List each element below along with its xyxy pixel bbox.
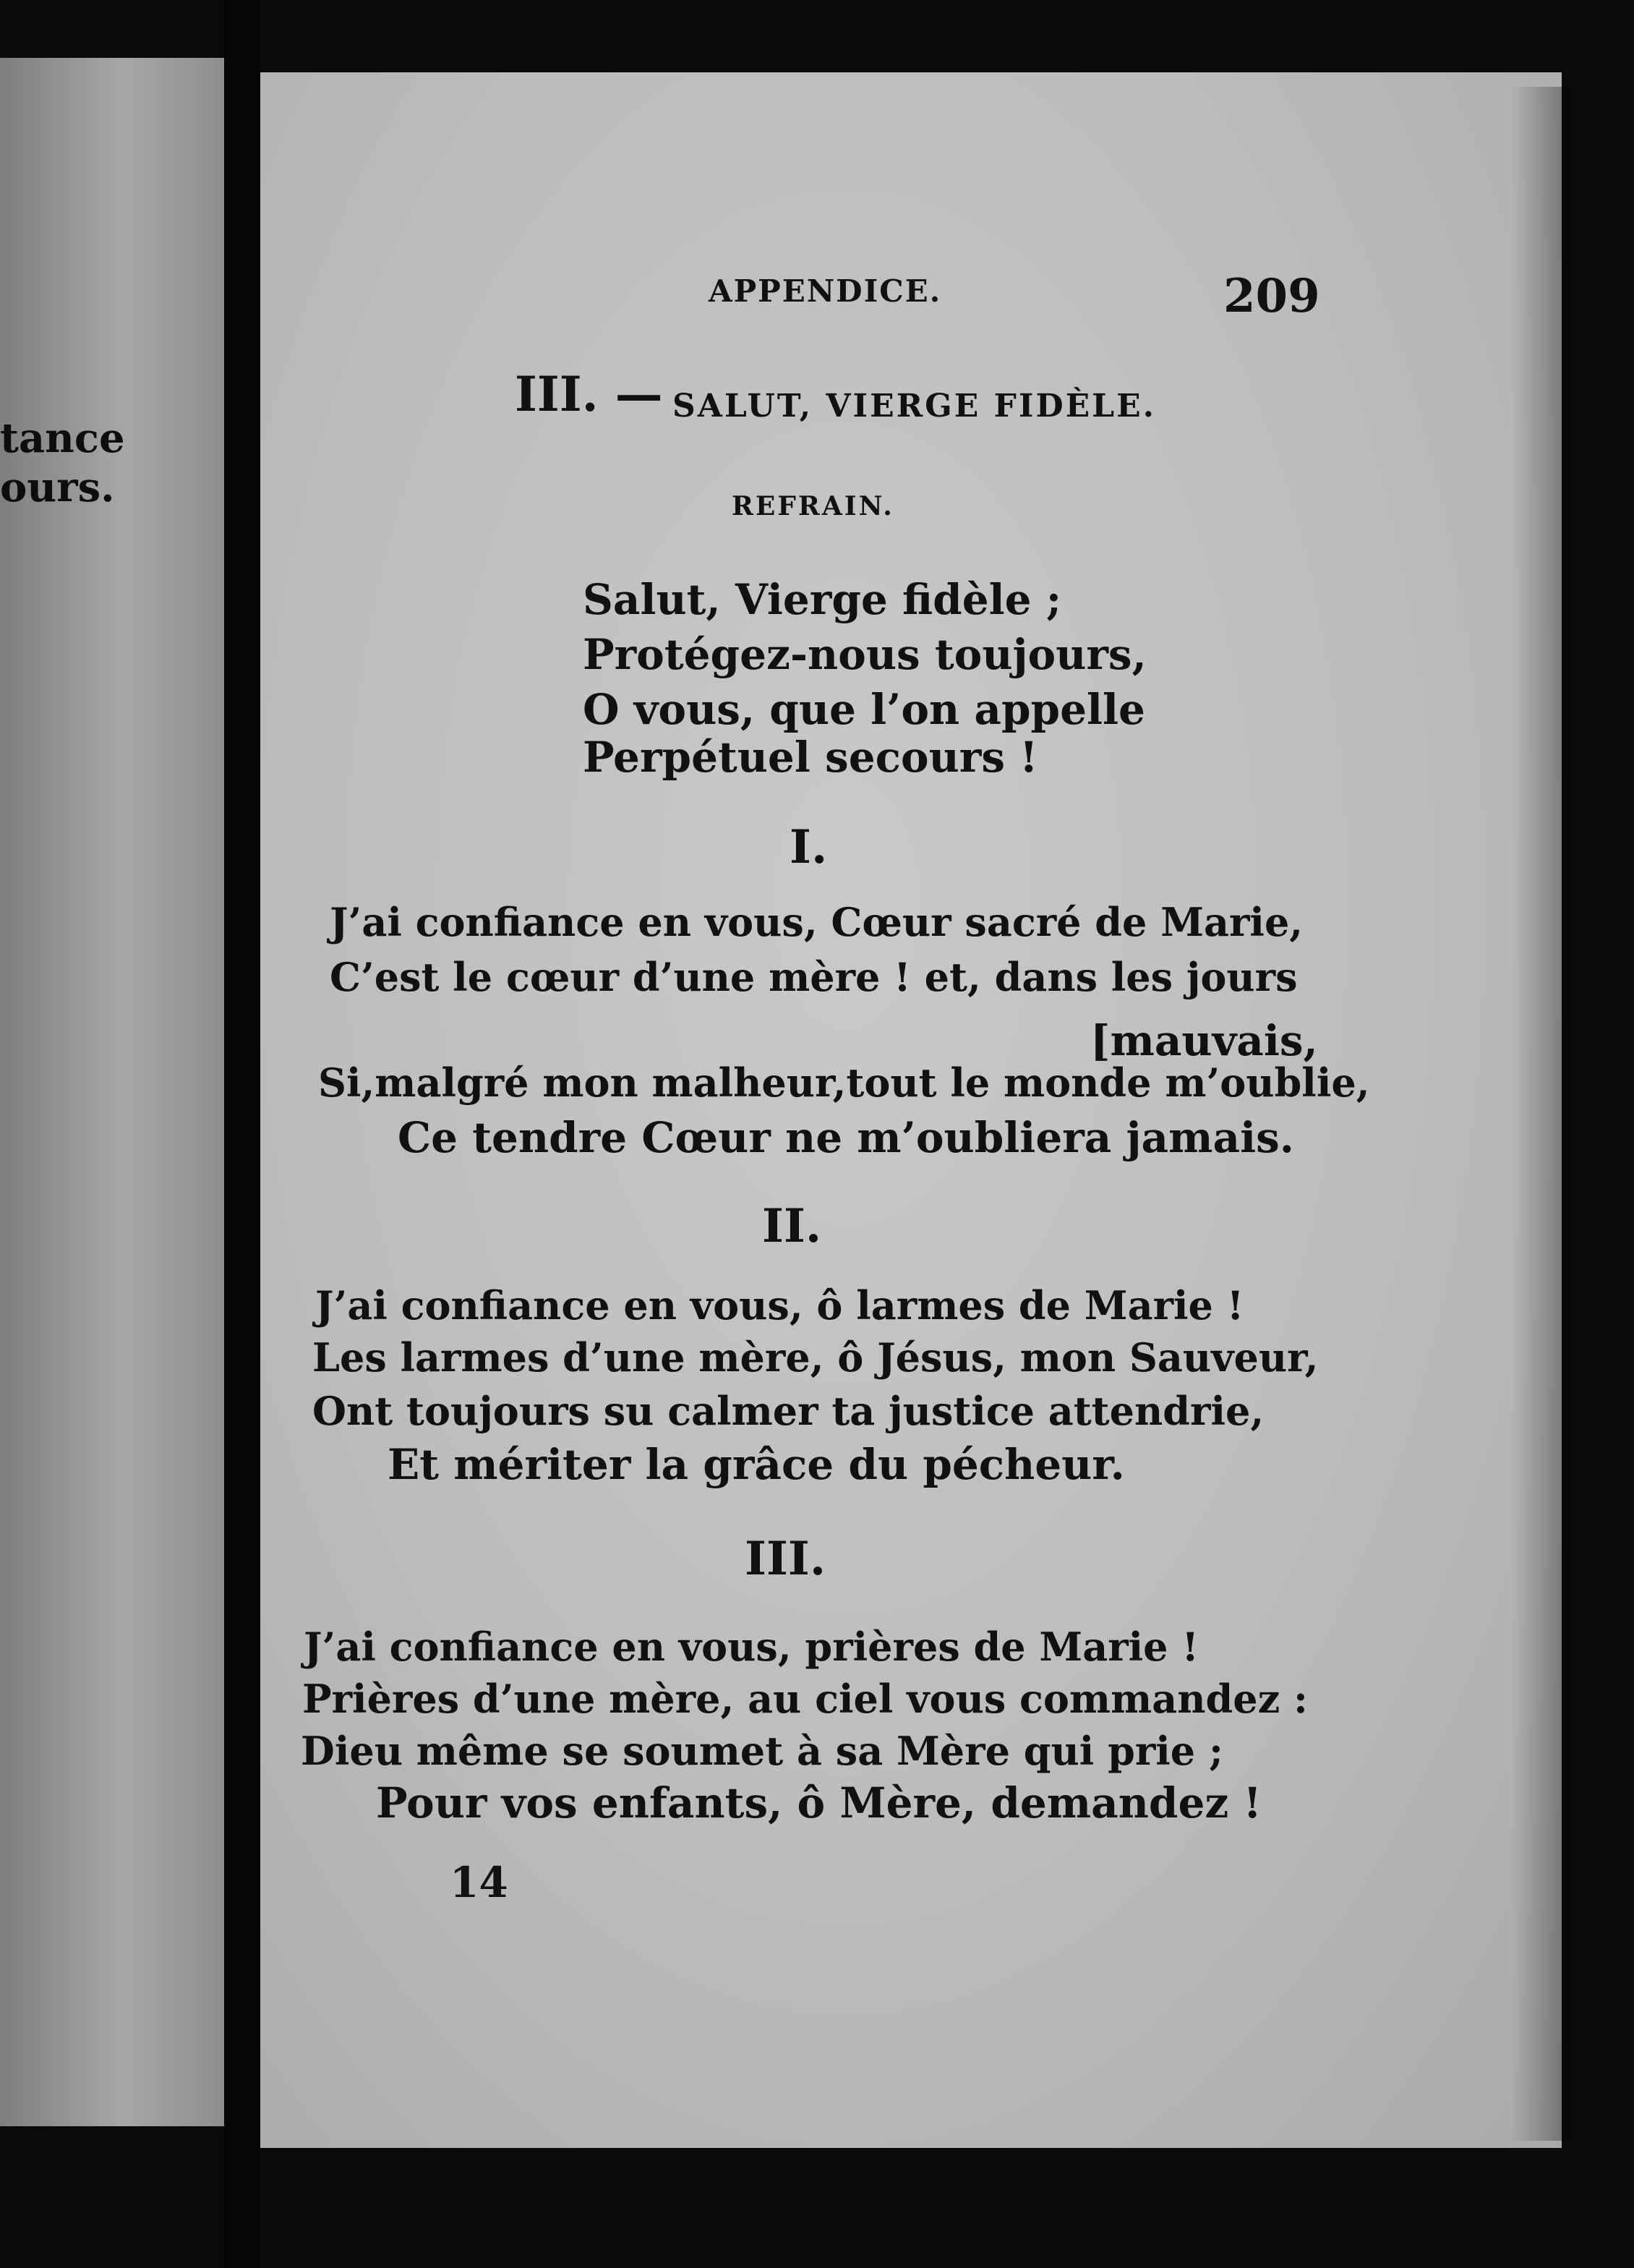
left-page-fragment: tance	[0, 414, 125, 462]
refrain-label: REFRAIN.	[732, 491, 894, 521]
hymn-title: SALUT, VIERGE FIDÈLE.	[672, 388, 1156, 425]
left-page-fragment: ours.	[0, 464, 115, 511]
stanza-line: Et mériter la grâce du pécheur.	[388, 1440, 1125, 1489]
stanza-line: Ce tendre Cœur ne m’oubliera jamais.	[398, 1113, 1294, 1162]
stanza-numeral: I.	[790, 820, 828, 874]
stanza-numeral: III.	[745, 1532, 826, 1586]
stanza-line: [mauvais,	[1090, 1016, 1318, 1065]
stanza-line: Les larmes d’une mère, ô Jésus, mon Sauveur,	[312, 1334, 1319, 1381]
hymn-number: III. —	[515, 366, 663, 422]
running-head: APPENDICE.	[709, 273, 942, 309]
refrain-line: Perpétuel secours !	[583, 733, 1038, 782]
page-edge-shadow	[1511, 87, 1569, 2141]
signature-mark: 14	[450, 1858, 508, 1907]
stanza-line: Ont toujours su calmer ta justice attendrie,	[312, 1388, 1265, 1434]
stanza-line: Pour vos enfants, ô Mère, demandez !	[376, 1778, 1262, 1828]
refrain-line: Salut, Vierge fidèle ;	[583, 575, 1062, 624]
stanza-line: C’est le cœur d’une mère ! et, dans les jours	[330, 954, 1298, 1000]
left-page-edge	[0, 58, 224, 2126]
stanza-line: Dieu même se soumet à sa Mère qui prie ;	[301, 1728, 1223, 1774]
page-number: 209	[1223, 269, 1320, 323]
refrain-line: Protégez-nous toujours,	[583, 630, 1147, 679]
stanza-line: J’ai confiance en vous, prières de Marie !	[304, 1624, 1199, 1670]
stanza-numeral: II.	[762, 1199, 822, 1253]
stanza-line: J’ai confiance en vous, ô larmes de Marie !	[315, 1282, 1244, 1329]
book-page	[260, 72, 1562, 2148]
stanza-line: Si,malgré mon malheur,tout le monde m’oublie,	[318, 1060, 1370, 1106]
stanza-line: Prières d’une mère, au ciel vous commandez :	[302, 1676, 1308, 1722]
refrain-line: O vous, que l’on appelle	[583, 685, 1145, 734]
book-gutter	[224, 0, 260, 2268]
stanza-line: J’ai confiance en vous, Cœur sacré de Marie,	[330, 899, 1304, 945]
